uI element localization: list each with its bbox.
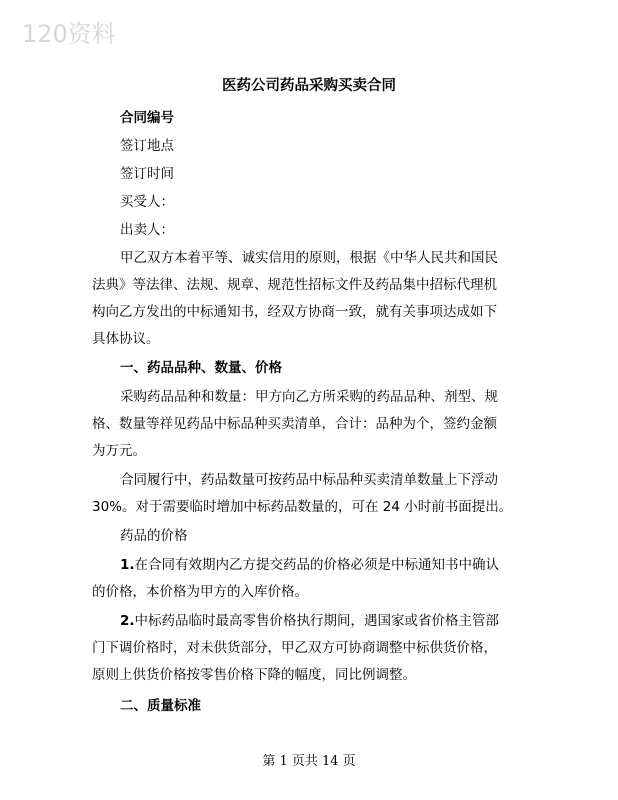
paragraph-line: 为万元。 bbox=[92, 443, 146, 459]
document-title: 医药公司药品采购买卖合同 bbox=[222, 78, 396, 94]
buyer-field: 买受人： bbox=[120, 194, 174, 210]
paragraph-line: 30%。对于需要临时增加中标药品数量的，可在 24 小时前书面提出。 bbox=[92, 499, 513, 515]
intro-line: 法典》等法律、法规、规章、规范性招标文件及药品集中招标代理机 bbox=[92, 277, 497, 293]
paragraph-line: 采购药品品种和数量：甲方向乙方所采购的药品品种、剂型、规 bbox=[120, 389, 498, 405]
section-heading: 二、质量标准 bbox=[120, 698, 201, 714]
item-number: 2. bbox=[120, 613, 135, 629]
page-footer: 第 1 页共 14 页 bbox=[262, 754, 356, 769]
list-item bbox=[120, 553, 499, 573]
item-number: 1. bbox=[120, 557, 135, 573]
sign-place-field: 签订地点 bbox=[120, 138, 174, 154]
watermark: 120资料 bbox=[22, 20, 116, 48]
paragraph-line: 门下调价格时，对未供货部分，甲乙双方可协商调整中标供货价格， bbox=[92, 640, 497, 656]
item-text: 中标药品临时最高零售价格执行期间，遇国家或省价格主管部 bbox=[134, 613, 500, 629]
seller-field: 出卖人： bbox=[120, 222, 174, 238]
sign-time-field: 签订时间 bbox=[120, 166, 174, 182]
paragraph-line: 的价格，本价格为甲方的入库价格。 bbox=[92, 584, 308, 600]
intro-line: 构向乙方发出的中标通知书，经双方协商一致，就有关事项达成如下 bbox=[92, 304, 497, 320]
item-text: 在合同有效期内乙方提交药品的价格必须是中标通知书中确认 bbox=[134, 557, 500, 573]
list-item bbox=[120, 609, 499, 629]
section-heading: 一、药品品种、数量、价格 bbox=[120, 360, 282, 376]
subheading: 药品的价格 bbox=[120, 528, 188, 544]
contract-number-field: 合同编号 bbox=[120, 110, 174, 126]
paragraph-line: 原则上供货价格按零售价格下降的幅度，同比例调整。 bbox=[92, 667, 416, 683]
intro-line: 具体协议。 bbox=[92, 331, 160, 347]
paragraph-line: 格、数量等祥见药品中标品种买卖清单，合计：品种为个，签约金额 bbox=[92, 416, 497, 432]
intro-line: 甲乙双方本着平等、诚实信用的原则，根据《中华人民共和国民 bbox=[120, 250, 498, 266]
paragraph-line: 合同履行中，药品数量可按药品中标品种买卖清单数量上下浮动 bbox=[120, 472, 498, 488]
